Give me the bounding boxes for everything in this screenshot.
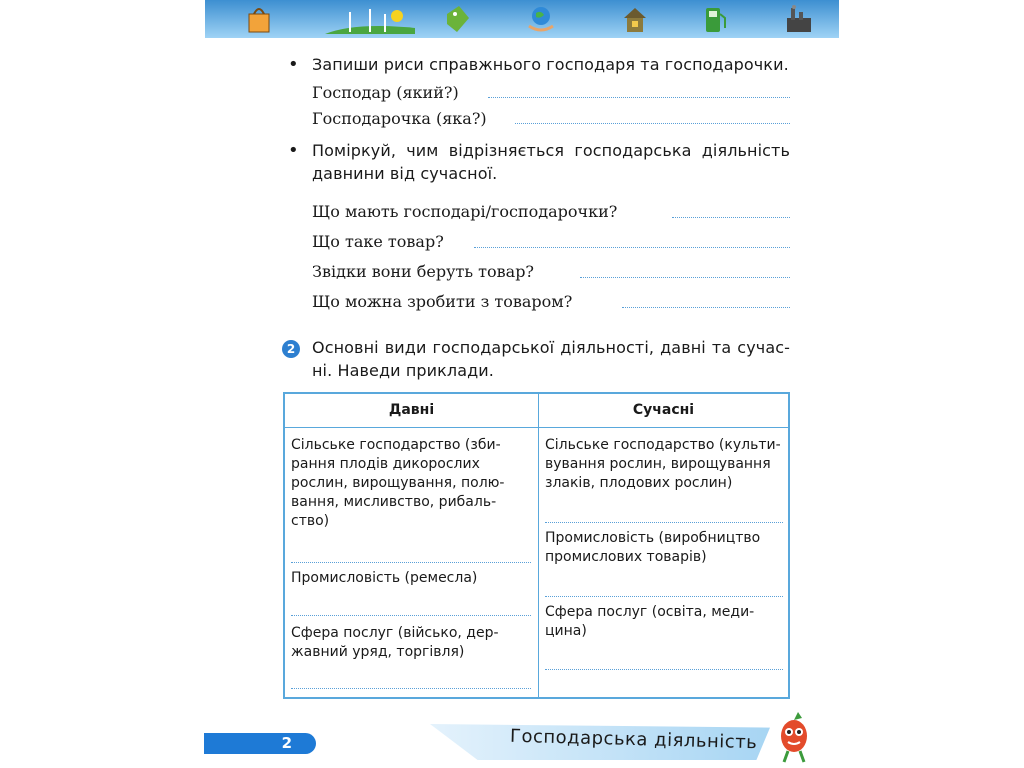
new-services-text	[545, 603, 754, 641]
bullet-point: •	[288, 140, 299, 161]
shopping-bag-icon	[245, 4, 273, 34]
instruction-text: давнини від сучасної.	[312, 164, 498, 183]
globe-hands-icon	[527, 4, 555, 34]
text-line: Сфера послуг (освіта, меди-	[545, 604, 755, 620]
instruction-text: Поміркуй, чим відрізняється господарська діяльність	[312, 141, 790, 160]
house-icon	[621, 4, 649, 34]
mascot-character-icon	[772, 710, 816, 766]
task-number-badge: 2	[282, 340, 300, 358]
question-1: Що мають господарі/господарочки?	[312, 202, 618, 221]
footer-title: Господарська діяльність	[509, 725, 758, 754]
old-agriculture-text	[291, 436, 505, 531]
page-number: 2	[281, 734, 292, 752]
task-text: Основні види господарської діяльності, давні та сучас-	[312, 338, 790, 357]
wind-turbines-icon	[325, 4, 415, 34]
activities-table	[283, 392, 790, 699]
text-line: рання плодів дикорослих	[291, 456, 480, 472]
factory-icon	[785, 4, 813, 34]
new-agriculture-text	[545, 436, 781, 493]
instruction-text: Запиши риси справжнього господаря та господарочки.	[312, 55, 789, 74]
text-line: Сільське господарство (культи-	[545, 437, 781, 453]
answer-line-old-industry[interactable]	[291, 615, 531, 616]
bullet-point: •	[288, 54, 299, 75]
text-line: рослин, вирощування, полю-	[291, 475, 505, 491]
answer-line-new-industry[interactable]	[545, 596, 783, 597]
text-line: Промисловість (виробництво	[545, 530, 761, 546]
text-line: вування рослин, вирощування	[545, 456, 771, 472]
answer-line-q2[interactable]	[474, 247, 790, 248]
column-header-new: Сучасні	[632, 402, 695, 418]
answer-line-q3[interactable]	[580, 277, 790, 278]
text-line: Сфера послуг (військо, дер-	[291, 625, 499, 641]
text-line: Сільське господарство (зби-	[291, 437, 501, 453]
answer-line-new-services[interactable]	[545, 669, 783, 670]
text-line: ство)	[291, 513, 330, 529]
answer-line-mistress[interactable]	[515, 123, 790, 124]
answer-line-old-services[interactable]	[291, 688, 531, 689]
old-industry-text: Промисловість (ремесла)	[291, 570, 478, 586]
answer-line-q1[interactable]	[672, 217, 790, 218]
answer-line-master[interactable]	[488, 97, 790, 98]
text-line: промислових товарів)	[545, 549, 707, 565]
task-text: ні. Наведи приклади.	[312, 361, 494, 380]
page-number-tab	[204, 733, 316, 754]
header-banner	[205, 0, 839, 38]
question-3: Звідки вони беруть товар?	[312, 262, 535, 281]
question-4: Що можна зробити з товаром?	[312, 292, 573, 311]
text-line: вання, мисливство, рибаль-	[291, 494, 497, 510]
fuel-pump-icon	[700, 4, 728, 34]
answer-line-old-agri[interactable]	[291, 562, 531, 563]
answer-line-q4[interactable]	[622, 307, 790, 308]
text-line: цина)	[545, 623, 587, 639]
old-services-text	[291, 624, 499, 662]
text-line: жавний уряд, торгівля)	[291, 644, 465, 660]
text-line: злаків, плодових рослин)	[545, 475, 733, 491]
question-master: Господар (який?)	[312, 83, 459, 102]
column-header-old: Давні	[388, 402, 435, 418]
answer-line-new-agri[interactable]	[545, 522, 783, 523]
question-mistress: Господарочка (яка?)	[312, 109, 487, 128]
new-industry-text	[545, 529, 760, 567]
question-2: Що таке товар?	[312, 232, 444, 251]
column-divider	[538, 394, 539, 697]
price-tag-icon	[443, 4, 471, 34]
header-divider	[285, 427, 788, 428]
